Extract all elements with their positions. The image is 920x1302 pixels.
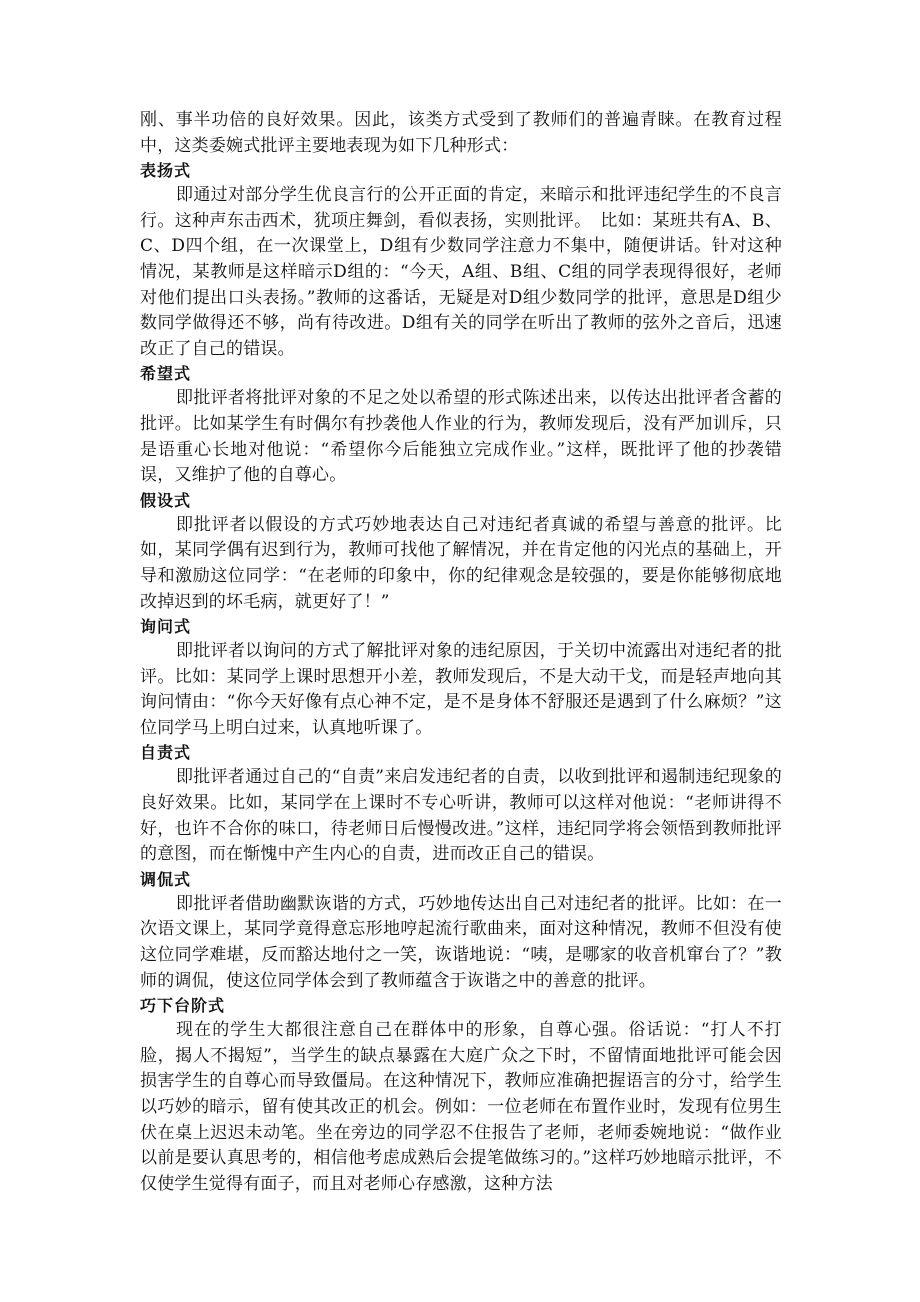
section-heading-hope: 希望式	[140, 364, 192, 384]
section-body-praise: 即通过对部分学生优良言行的公开正面的肯定，来暗示和批评违纪学生的不良言行。这种声东击西术，犹项庄舞剑，看似表扬，实则批评。 比如：某班共有A、B、C、D四个组，在一次课堂上，D组有少数同学注意力不集中，随便讲话。针对这种情况，某教师是这样暗示D组的：“今天，A组、B组、C组的同学表现得很好，老师对他们提出口头表扬。”教师的这番话，无疑是对D组少数同学的批评，意思是D组少数同学做得还不够，尚有待改进。D组有关的同学在听出了教师的弦外之音后，迅速改正了自己的错误。	[140, 185, 782, 359]
section-body-humor: 即批评者借助幽默诙谐的方式，巧妙地传达出自己对违纪者的批评。比如：在一次语文课上，某同学竟得意忘形地哼起流行歌曲来，面对这种情况，教师不但没有使这位同学难堪，反而豁达地付之一笑，诙谐地说：“咦，是哪家的收音机窜台了？”教师的调侃，使这位同学体会到了教师蕴含于诙谐之中的善意的批评。	[140, 893, 782, 991]
intro-paragraph: 刚、事半功倍的良好效果。因此，该类方式受到了教师们的普遍青睐。在教育过程中，这类委婉式批评主要地表现为如下几种形式：	[140, 110, 782, 156]
section-heading-self-blame: 自责式	[140, 743, 192, 763]
section-body-inquiry: 即批评者以询问的方式了解批评对象的违纪原因，于关切中流露出对违纪者的批评。比如：某同学上课时思想开小差，教师发现后，不是大动干戈，而是轻声地向其询问情由：“你今天好像有点心神不定，是不是身体不舒服还是遇到了什么麻烦？”这位同学马上明白过来，认真地听课了。	[140, 641, 782, 738]
section-heading-hypothesis: 假设式	[140, 490, 192, 510]
section-heading-inquiry: 询问式	[140, 617, 192, 637]
section-body-self-blame: 即批评者通过自己的“自责”来启发违纪者的自责，以收到批评和遏制违纪现象的良好效果。比如，某同学在上课时不专心听讲，教师可以这样对他说：“老师讲得不好，也许不合你的味口，待老师日后慢慢改进。”这样，违纪同学将会领悟到教师批评的意图，而在惭愧中产生内心的自责，进而改正自己的错误。	[140, 767, 782, 865]
section-heading-graceful-exit: 巧下台阶式	[140, 996, 226, 1016]
section-body-hope: 即批评者将批评对象的不足之处以希望的形式陈述出来，以传达出批评者含蓄的批评。比如某学生有时偶尔有抄袭他人作业的行为，教师发现后，没有严加训斥，只是语重心长地对他说：“希望你今后能独立完成作业。”这样，既批评了他的抄袭错误，又维护了他的自尊心。	[140, 388, 782, 486]
section-body-hypothesis: 即批评者以假设的方式巧妙地表达自己对违纪者真诚的希望与善意的批评。比如，某同学偶有迟到行为，教师可找他了解情况，并在肯定他的闪光点的基础上，开导和激励这位同学：“在老师的印象中，你的纪律观念是较强的，要是你能够彻底地改掉迟到的坏毛病，就更好了！”	[140, 514, 782, 612]
document-page	[140, 108, 782, 1197]
section-heading-praise: 表扬式	[140, 161, 192, 181]
section-body-graceful-exit: 现在的学生大都很注意自己在群体中的形象，自尊心强。俗话说：“打人不打脸，揭人不揭短”，当学生的缺点暴露在大庭广众之下时，不留情面地批评可能会因损害学生的自尊心而导致僵局。在这种情况下，教师应准确把握语言的分寸，给学生以巧妙的暗示，留有使其改正的机会。例如：一位老师在布置作业时，发现有位男生伏在桌上迟迟未动笔。坐在旁边的同学忍不住报告了老师，老师委婉地说：“做作业以前是要认真思考的，相信他考虑成熟后会提笔做练习的。”这样巧妙地暗示批评，不仅使学生觉得有面子，而且对老师心存感激，这种方法	[140, 1020, 782, 1194]
section-heading-humor: 调侃式	[140, 869, 192, 889]
